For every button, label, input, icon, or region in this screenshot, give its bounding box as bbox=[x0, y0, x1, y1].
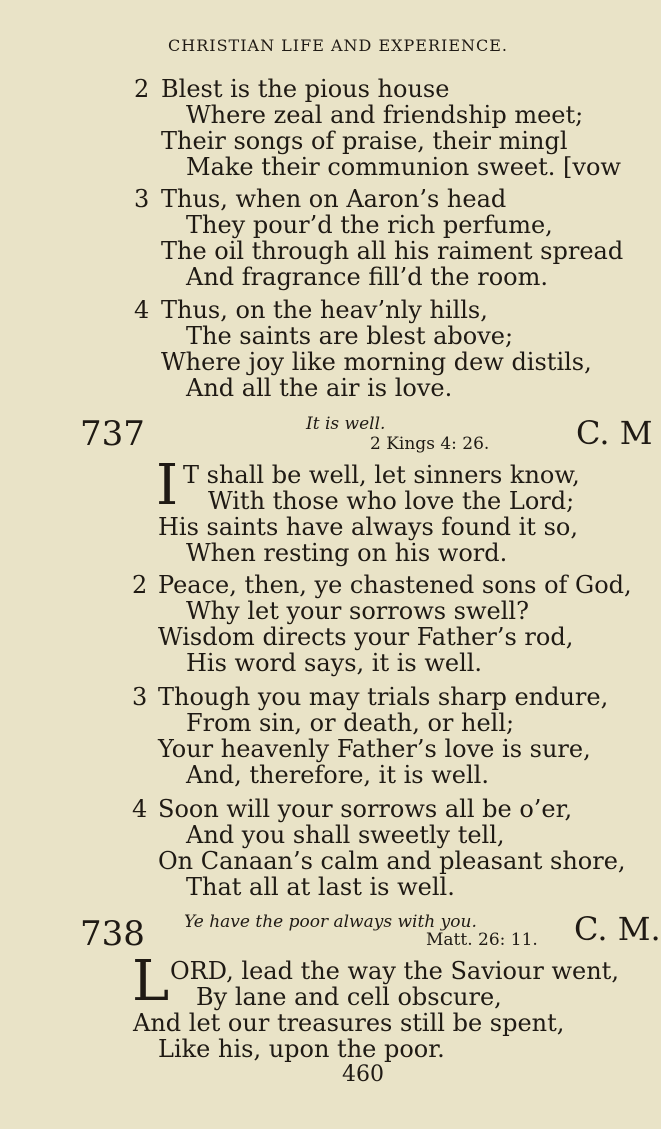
verse-number: 3 bbox=[134, 185, 150, 213]
hymn-number: 737 bbox=[80, 414, 145, 454]
verse-line: From sin, or death, or hell; bbox=[186, 709, 515, 737]
verse-line: Though you may trials sharp endure, bbox=[158, 683, 609, 711]
verse-line: T shall be well, let sinners know, bbox=[183, 461, 580, 489]
verse-line: Your heavenly Father’s love is sure, bbox=[158, 735, 591, 763]
drop-cap: L bbox=[132, 949, 170, 1014]
verse-number: 2 bbox=[132, 571, 148, 599]
hymn-title: It is well. bbox=[306, 414, 386, 434]
verse-line: They pour’d the rich perfume, bbox=[186, 211, 553, 239]
verse-line: That all at last is well. bbox=[186, 873, 455, 901]
verse-line: Make their communion sweet. [vow bbox=[186, 153, 621, 181]
verse-line: And all the air is love. bbox=[186, 374, 453, 402]
verse-line: On Canaan’s calm and pleasant shore, bbox=[158, 847, 626, 875]
verse-line: With those who love the Lord; bbox=[208, 487, 575, 515]
verse-line: And fragrance fill’d the room. bbox=[186, 263, 548, 291]
meter: C. M bbox=[576, 414, 653, 452]
verse-line: Peace, then, ye chastened sons of God, bbox=[158, 571, 632, 599]
verse-line: Where zeal and friendship meet; bbox=[186, 101, 584, 129]
verse-line: Thus, on the heav’nly hills, bbox=[161, 296, 488, 324]
verse-line: Blest is the pious house bbox=[161, 75, 450, 103]
verse-line: Wisdom directs your Father’s rod, bbox=[158, 623, 574, 651]
hymn-number: 738 bbox=[80, 914, 145, 954]
scripture-reference: 2 Kings 4: 26. bbox=[370, 434, 490, 454]
verse-line: When resting on his word. bbox=[186, 539, 508, 567]
running-header: CHRISTIAN LIFE AND EXPERIENCE. bbox=[168, 36, 509, 55]
verse-line: And you shall sweetly tell, bbox=[186, 821, 505, 849]
verse-line: Their songs of praise, their mingl bbox=[161, 127, 568, 155]
verse-number: 4 bbox=[132, 795, 148, 823]
verse-line: By lane and cell obscure, bbox=[196, 983, 502, 1011]
verse-line: Why let your sorrows swell? bbox=[186, 597, 529, 625]
verse-line: Like his, upon the poor. bbox=[158, 1035, 445, 1063]
verse-line: His saints have always found it so, bbox=[158, 513, 578, 541]
verse-line: Thus, when on Aaron’s head bbox=[161, 185, 507, 213]
verse-line: ORD, lead the way the Saviour went, bbox=[170, 957, 619, 985]
hymn-title: Ye have the poor always with you. bbox=[184, 912, 477, 932]
verse-line: His word says, it is well. bbox=[186, 649, 483, 677]
drop-cap: I bbox=[156, 453, 179, 518]
verse-line: And, therefore, it is well. bbox=[186, 761, 489, 789]
verse-number: 2 bbox=[134, 75, 150, 103]
verse-line: And let our treasures still be spent, bbox=[133, 1009, 565, 1037]
verse-line: The oil through all his raiment spread bbox=[161, 237, 624, 265]
meter: C. M. bbox=[574, 910, 661, 948]
page-number: 460 bbox=[342, 1062, 384, 1087]
verse-line: The saints are blest above; bbox=[186, 322, 514, 350]
verse-number: 3 bbox=[132, 683, 148, 711]
scripture-reference: Matt. 26: 11. bbox=[426, 930, 538, 950]
verse-line: Where joy like morning dew distils, bbox=[161, 348, 592, 376]
verse-number: 4 bbox=[134, 296, 150, 324]
verse-line: Soon will your sorrows all be o’er, bbox=[158, 795, 573, 823]
